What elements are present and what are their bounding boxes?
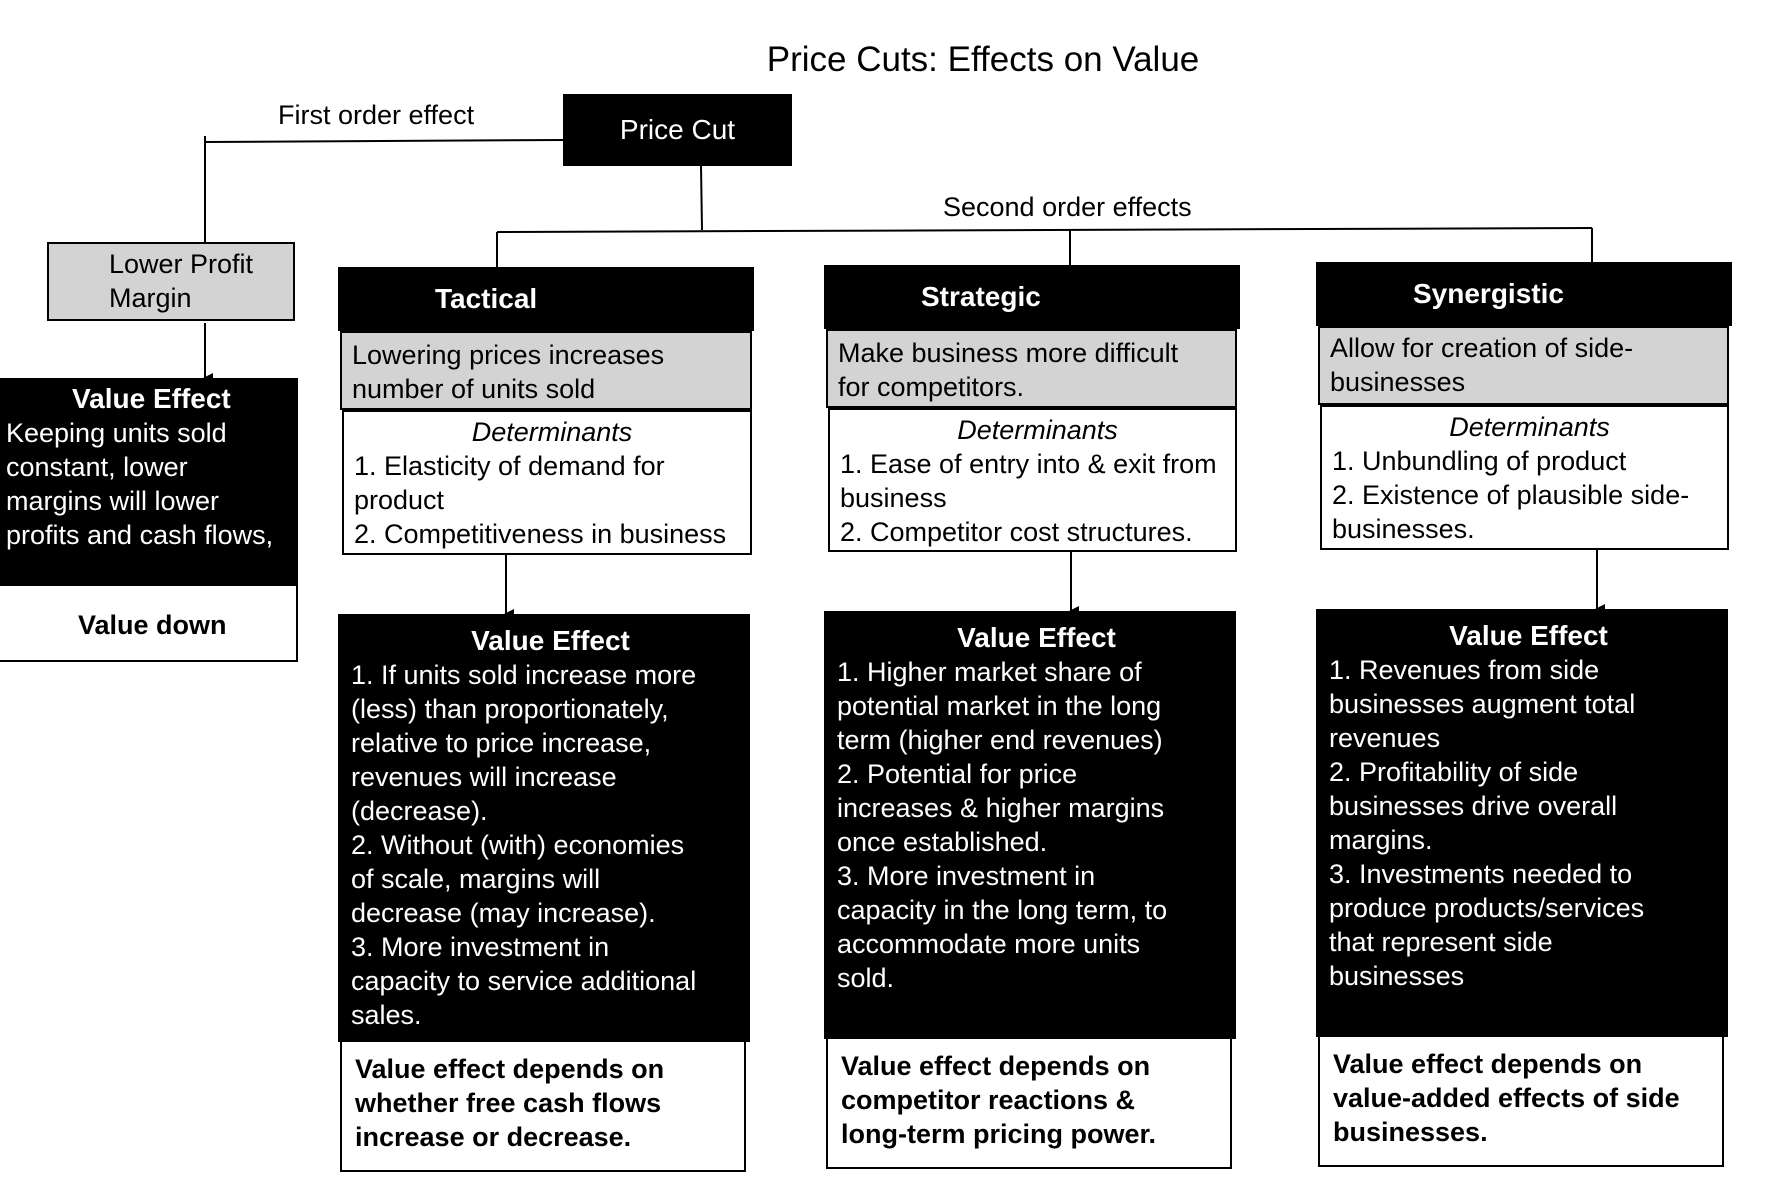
second-order-connector xyxy=(701,166,702,230)
synergistic-determinants-box xyxy=(1320,405,1729,550)
synergistic-value-effect-title: Value Effect xyxy=(1449,620,1608,651)
lower-profit-margin-text: Lower Profit Margin xyxy=(109,249,254,313)
second-order-label: Second order effects xyxy=(943,192,1192,222)
tactical-header-label: Tactical xyxy=(435,283,538,314)
synergistic-header xyxy=(1316,262,1732,326)
synergistic-header-label: Synergistic xyxy=(1413,278,1564,309)
synergistic-value-effect-text: 1. Revenues from side businesses augment total revenues 2. Profitability of side businesses drive overall margins. 3. Investments needed to produce products/services that represent side businesses xyxy=(1329,655,1645,991)
tactical-value-effect-title: Value Effect xyxy=(471,625,630,656)
first-order-connector xyxy=(205,140,563,142)
tactical-header xyxy=(338,267,754,331)
synergistic-determinants-text: 1. Unbundling of product 2. Existence of plausible side- businesses. xyxy=(1332,446,1690,544)
first-order-value-effect-title: Value Effect xyxy=(72,383,231,414)
tactical-determinants-box xyxy=(342,410,752,555)
price-cut-box xyxy=(563,94,792,166)
strategic-determinants-title: Determinants xyxy=(957,415,1118,445)
synergistic-determinants-title: Determinants xyxy=(1449,412,1610,442)
first-order-value-effect-text: Keeping units sold constant, lower margins will lower profits and cash flows, xyxy=(6,418,274,550)
tactical-description-text: Lowering prices increases number of units sold xyxy=(352,340,665,404)
price-cut-label: Price Cut xyxy=(619,114,736,145)
first-order-label: First order effect xyxy=(278,100,475,130)
tactical-value-effect-text: 1. If units sold increase more (less) than proportionately, relative to price increase, revenues will increase (decrease). 2. Without (with) economies of scale, margins will decrease (may increase). 3. More investment in capacity to service additional sales. xyxy=(351,660,697,1030)
strategic-conclusion-text: Value effect depends on competitor reactions & long-term pricing power. xyxy=(841,1051,1157,1149)
strategic-header-label: Strategic xyxy=(921,281,1041,312)
strategic-determinants-box xyxy=(828,408,1237,552)
synergistic-conclusion-box xyxy=(1318,1037,1724,1167)
tactical-value-effect-box xyxy=(338,614,750,1042)
tactical-conclusion-text: Value effect depends on whether free cash flows increase or decrease. xyxy=(355,1054,665,1152)
strategic-determinants-text: 1. Ease of entry into & exit from business 2. Competitor cost structures. xyxy=(840,449,1217,547)
strategic-header xyxy=(824,265,1240,329)
tactical-description-box xyxy=(340,331,752,410)
strategic-value-effect-box xyxy=(824,611,1236,1039)
strategic-conclusion-box xyxy=(826,1039,1232,1169)
synergistic-conclusion-text: Value effect depends on value-added effects of side businesses. xyxy=(1333,1049,1680,1147)
first-order-value-effect-box xyxy=(0,378,298,586)
value-down-text: Value down xyxy=(78,610,227,640)
tactical-determinants-text: 1. Elasticity of demand for product 2. Competitiveness in business xyxy=(354,451,727,549)
strategic-value-effect-title: Value Effect xyxy=(957,622,1116,653)
diagram-title: Price Cuts: Effects on Value xyxy=(766,40,1200,79)
synergistic-value-effect-box xyxy=(1316,609,1728,1037)
strategic-description-box xyxy=(826,329,1237,408)
synergistic-description-box xyxy=(1318,326,1729,405)
strategic-description-text: Make business more difficult for competitors. xyxy=(838,338,1179,402)
lower-profit-margin-box xyxy=(47,242,295,321)
value-down-box xyxy=(0,586,298,662)
tactical-conclusion-box xyxy=(340,1042,746,1172)
strategic-value-effect-text: 1. Higher market share of potential market in the long term (higher end revenues) 2. Potential for price increases & higher margins once established. 3. More investment in capacity in the long term, to accommodate more units sold. xyxy=(837,657,1168,993)
tactical-determinants-title: Determinants xyxy=(471,417,633,447)
synergistic-description-text: Allow for creation of side- businesses xyxy=(1330,333,1634,397)
